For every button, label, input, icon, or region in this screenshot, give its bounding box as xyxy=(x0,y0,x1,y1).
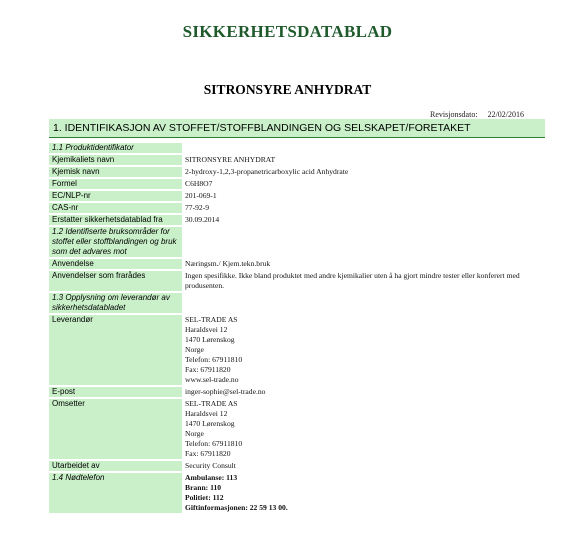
revision-label: Revisjonsdato: xyxy=(430,110,478,119)
table-row xyxy=(49,143,545,153)
product-name-heading: SITRONSYRE ANHYDRAT xyxy=(203,82,372,97)
revision-date xyxy=(430,110,524,119)
chemical-name-label: Kjemikaliets navn xyxy=(49,155,182,165)
section-1-heading: 1. IDENTIFIKASJON AV STOFFET/STOFFBLANDINGEN OG SELSKAPET/FORETAKET xyxy=(49,119,545,138)
distributor-line: Telefon: 67911810 xyxy=(185,439,243,448)
table-row xyxy=(49,473,545,513)
chem-name-value: 2-hydroxy-1,2,3-propanetricarboxylic acid Anhydrate xyxy=(185,167,349,176)
emergency-line: Politiet: 112 xyxy=(185,493,224,502)
replaces-label: Erstatter sikkerhetsdatablad fra xyxy=(49,215,182,225)
emergency-numbers xyxy=(182,473,545,513)
distributor-line: 1470 Lørenskog xyxy=(185,419,235,428)
table-row xyxy=(49,227,545,257)
table-row xyxy=(49,203,545,213)
table-row xyxy=(49,387,545,397)
supplier-line: Fax: 67911820 xyxy=(185,365,231,374)
supplier-line: SEL-TRADE AS xyxy=(185,315,238,324)
prepared-by-label: Utarbeidet av xyxy=(49,461,182,471)
distributor-line: Haraldsvei 12 xyxy=(185,409,228,418)
email-label: E-post xyxy=(49,387,182,397)
table-row xyxy=(49,259,545,269)
supplier-line: 1470 Lørenskog xyxy=(185,335,235,344)
subsection-1-1-label: 1.1 Produktidentifikator xyxy=(49,143,182,153)
supplier-address xyxy=(182,315,545,385)
supplier-website[interactable]: www.sel-trade.no xyxy=(185,375,239,384)
advised-against-label: Anvendelser som frarådes xyxy=(49,271,182,291)
table-row xyxy=(49,167,545,177)
document-title: SIKKERHETSDATABLAD xyxy=(182,22,393,41)
supplier-line: Norge xyxy=(185,345,204,354)
empty-cell xyxy=(182,143,545,153)
table-row xyxy=(49,315,545,385)
chem-name-label: Kjemisk navn xyxy=(49,167,182,177)
table-row xyxy=(49,179,545,189)
identification-table xyxy=(49,141,545,515)
ec-number-label: EC/NLP-nr xyxy=(49,191,182,201)
supplier-label: Leverandør xyxy=(49,315,182,385)
formula-label: Formel xyxy=(49,179,182,189)
cas-number-value: 77-92-9 xyxy=(185,203,210,212)
supplier-line: Telefon: 67911810 xyxy=(185,355,243,364)
distributor-label: Omsetter xyxy=(49,399,182,459)
emergency-line: Giftinformasjonen: 22 59 13 00. xyxy=(185,503,288,512)
distributor-line: SEL-TRADE AS xyxy=(185,399,238,408)
empty-cell xyxy=(182,227,545,257)
email-value[interactable]: inger-sophie@sel-trade.no xyxy=(185,387,266,396)
supplier-line: Haraldsvei 12 xyxy=(185,325,228,334)
empty-cell xyxy=(182,293,545,313)
subsection-1-2-label: 1.2 Identifiserte bruksområder for stoffet eller stoffblandingen og bruk som det advares mot xyxy=(49,227,182,257)
table-row xyxy=(49,293,545,313)
ec-number-value: 201-069-1 xyxy=(185,191,217,200)
subsection-1-3-label: 1.3 Opplysning om leverandør av sikkerhetsdatabladet xyxy=(49,293,182,313)
advised-against-value: Ingen spesifikke. Ikke bland produktet med andre kjemikalier uten å ha gjort mindre tester eller konferert med produsenten. xyxy=(185,271,520,290)
cas-number-label: CAS-nr xyxy=(49,203,182,213)
emergency-line: Brann: 110 xyxy=(185,483,222,492)
formula-value: C6H8O7 xyxy=(185,179,213,188)
prepared-by-value: Security Consult xyxy=(185,461,236,470)
use-label: Anvendelse xyxy=(49,259,182,269)
distributor-address xyxy=(182,399,545,459)
table-row xyxy=(49,399,545,459)
revision-date-value: 22/02/2016 xyxy=(487,110,525,119)
chemical-name-value: SITRONSYRE ANHYDRAT xyxy=(185,155,276,164)
table-row xyxy=(49,155,545,165)
table-row xyxy=(49,461,545,471)
table-row xyxy=(49,271,545,291)
distributor-line: Norge xyxy=(185,429,204,438)
table-row xyxy=(49,191,545,201)
subsection-1-4-label: 1.4 Nødtelefon xyxy=(49,473,182,513)
replaces-value: 30.09.2014 xyxy=(185,215,220,224)
table-row xyxy=(49,215,545,225)
use-value: Næringsm./ Kjem.tekn.bruk xyxy=(185,259,271,268)
distributor-line: Fax: 67911820 xyxy=(185,449,231,458)
emergency-line: Ambulanse: 113 xyxy=(185,473,238,482)
